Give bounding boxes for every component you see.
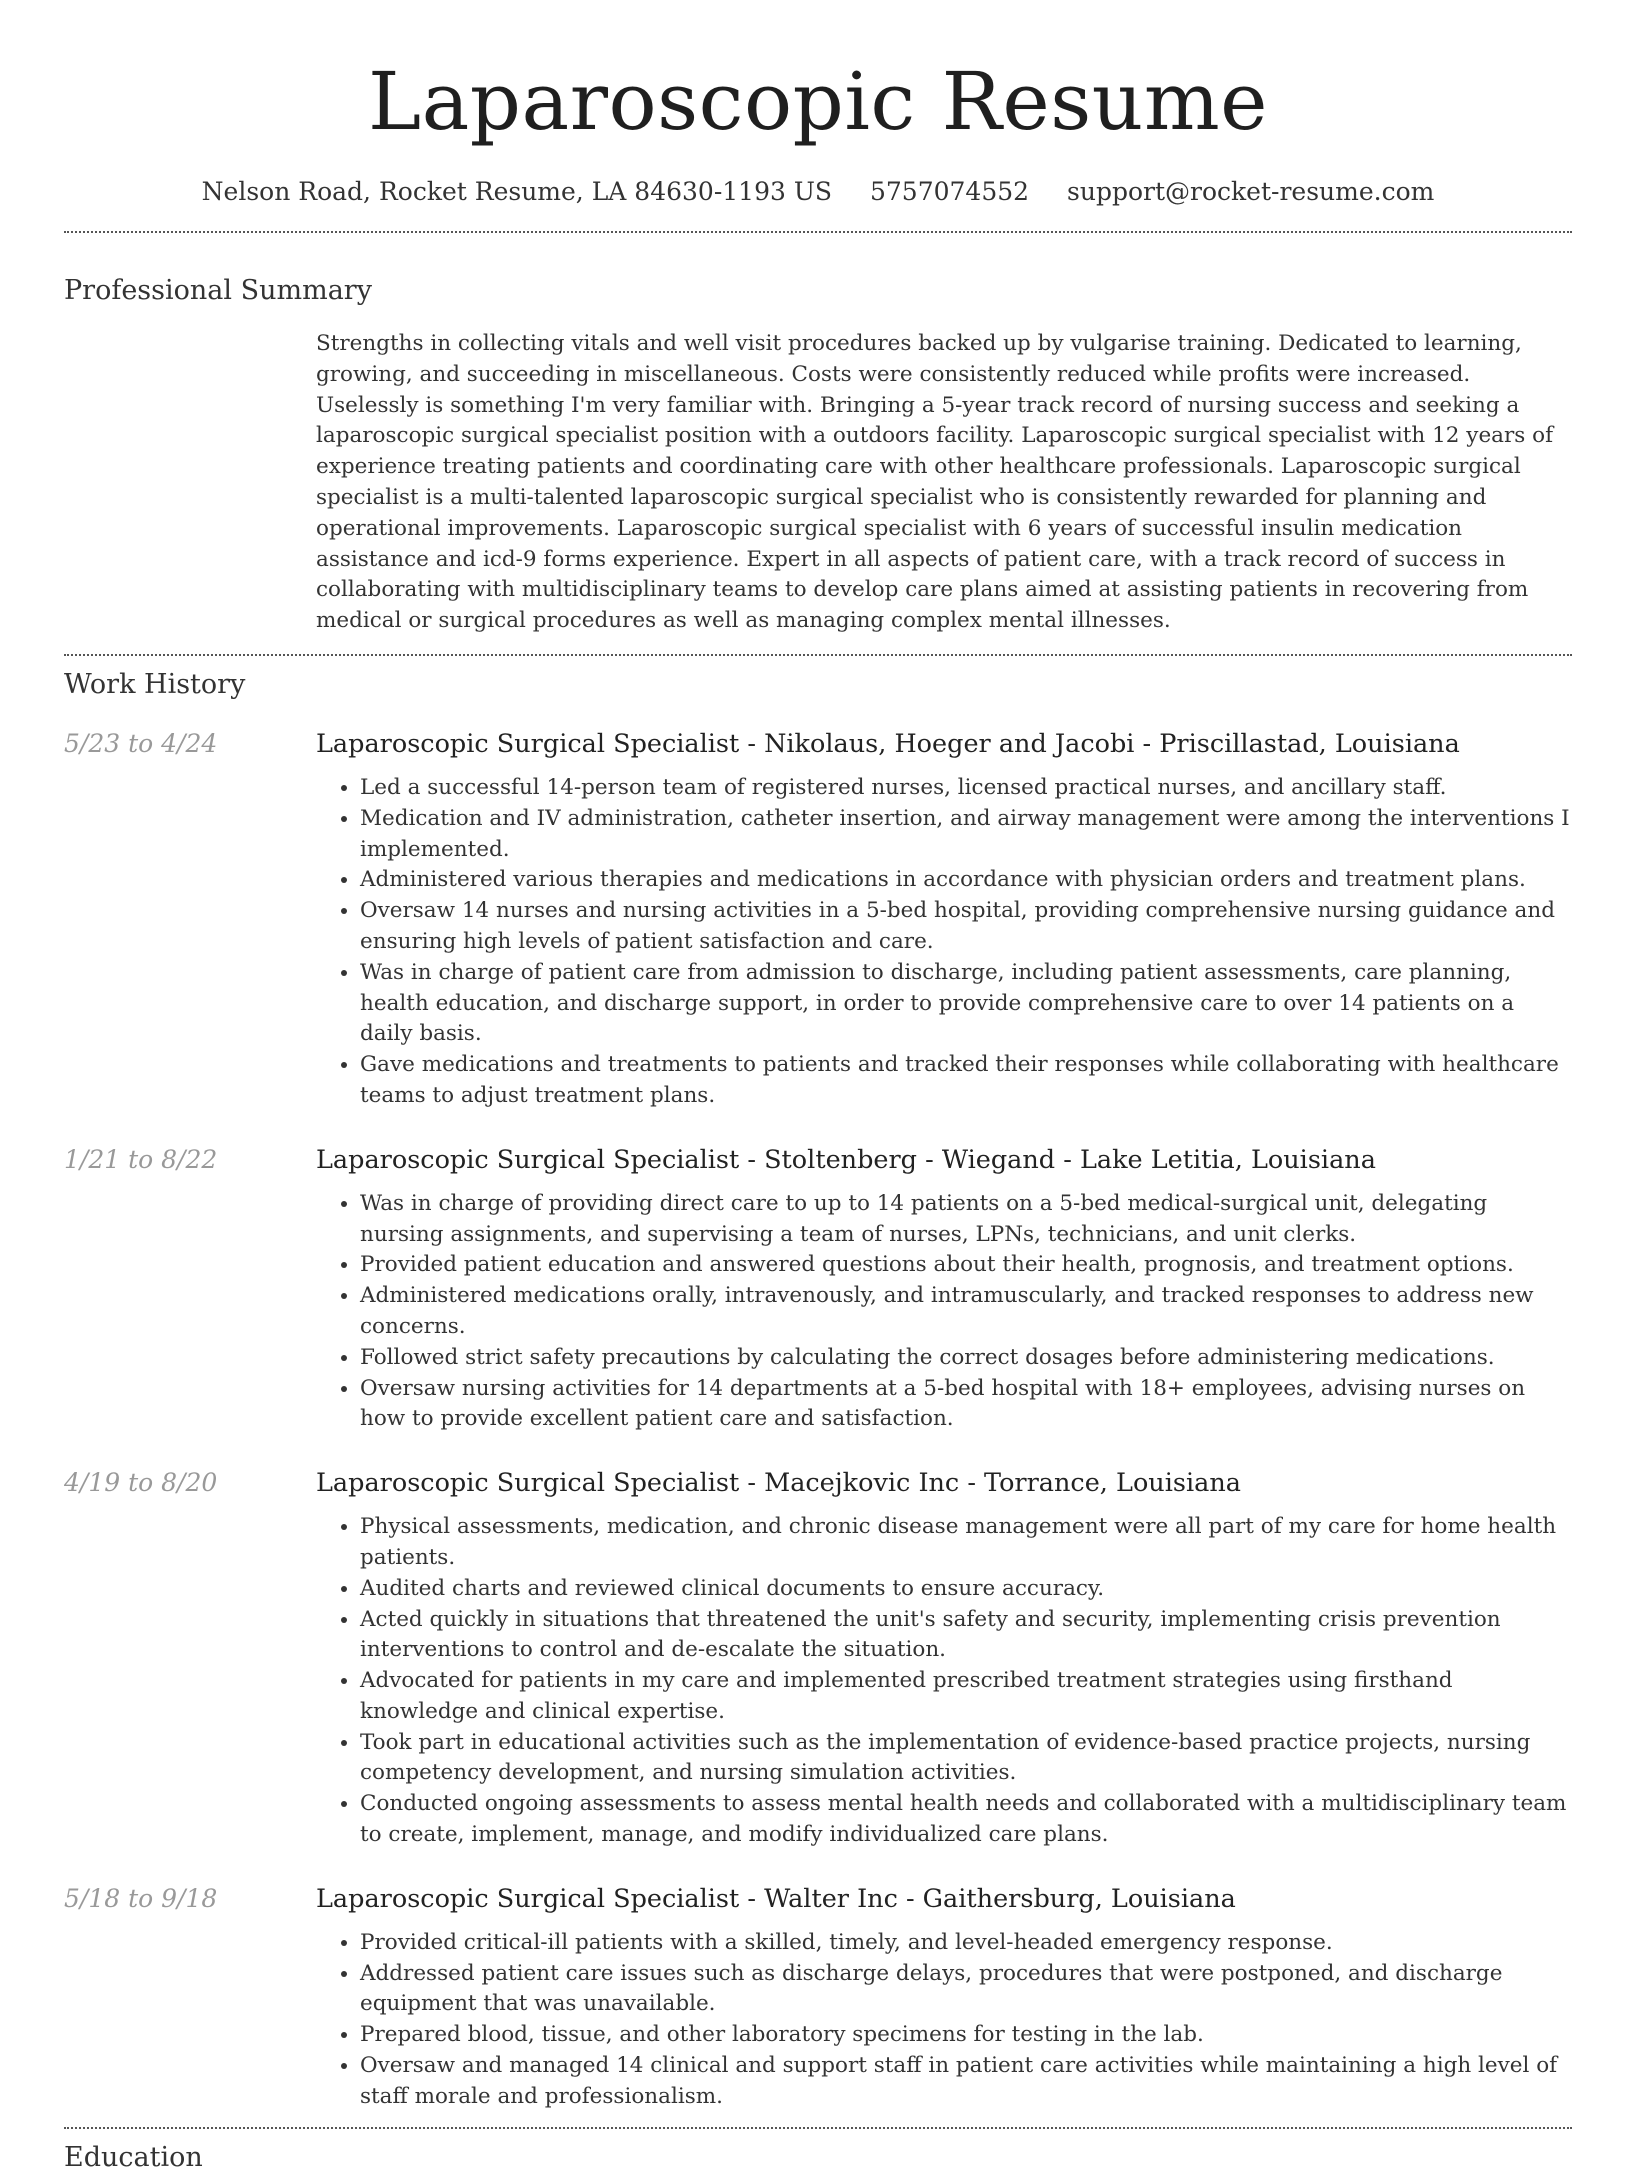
job-bullet: • Followed strict safety precautions by calculating the correct dosages before administering medications. [360, 1343, 1572, 1374]
job-title: Laparoscopic Surgical Specialist - Stoltenberg - Wiegand - Lake Letitia, Louisiana [316, 1144, 1376, 1175]
job-bullet: • Oversaw and managed 14 clinical and support staff in patient care activities while maintaining a high level of staff morale and professionalism. [360, 2051, 1572, 2113]
job-bullet: • Oversaw nursing activities for 14 departments at a 5-bed hospital with 18+ employees, advising nurses on how to provide excellent patient care and satisfaction. [360, 1374, 1572, 1436]
job-bullet: • Audited charts and reviewed clinical documents to ensure accuracy. [360, 1574, 1572, 1605]
job-dates: 1/21 to 8/22 [64, 1144, 218, 1174]
work-history-heading: Work History [64, 668, 246, 700]
job-bullet: • Addressed patient care issues such as discharge delays, procedures that were postponed, and discharge equipment that was unavailable. [360, 1959, 1572, 2021]
job-entry [64, 1882, 1572, 2113]
job-entry [64, 1143, 1572, 1435]
job-body [316, 1466, 1572, 1851]
divider [64, 2127, 1572, 2129]
job-entry [64, 1466, 1572, 1851]
job-entry [64, 727, 1572, 1112]
job-bullet: • Gave medications and treatments to patients and tracked their responses while collaborating with healthcare teams to adjust treatment plans. [360, 1050, 1572, 1112]
divider [64, 654, 1572, 656]
contact-phone: 5757074552 [870, 177, 1030, 206]
job-bullet: • Led a successful 14-person team of registered nurses, licensed practical nurses, and ancillary staff. [360, 773, 1572, 804]
job-bullet: • Physical assessments, medication, and chronic disease management were all part of my care for home health patients. [360, 1512, 1572, 1574]
job-bullet: • Acted quickly in situations that threatened the unit's safety and security, implementing crisis prevention interventions to control and de-escalate the situation. [360, 1605, 1572, 1667]
job-bullets [316, 1512, 1572, 1851]
job-bullet: • Advocated for patients in my care and implemented prescribed treatment strategies using firsthand knowledge and clinical expertise. [360, 1666, 1572, 1728]
job-bullet: • Medication and IV administration, catheter insertion, and airway management were among the interventions I implemented. [360, 804, 1572, 866]
job-bullets [316, 773, 1572, 1112]
professional-summary-heading: Professional Summary [64, 275, 372, 306]
job-bullet: • Provided critical-ill patients with a skilled, timely, and level-headed emergency response. [360, 1928, 1572, 1959]
contact-email: support@rocket-resume.com [1067, 177, 1435, 206]
job-bullet: • Administered various therapies and medications in accordance with physician orders and treatment plans. [360, 865, 1572, 896]
job-dates: 5/18 to 9/18 [64, 1883, 218, 1913]
job-bullet: • Was in charge of providing direct care to up to 14 patients on a 5-bed medical-surgical unit, delegating nursing assignments, and supervising a team of nurses, LPNs, technicians, and unit clerks. [360, 1189, 1572, 1251]
education-heading: Education [64, 2141, 203, 2173]
job-title: Laparoscopic Surgical Specialist - Nikolaus, Hoeger and Jacobi - Priscillastad, Louisiana [316, 728, 1460, 759]
job-title: Laparoscopic Surgical Specialist - Walter Inc - Gaithersburg, Louisiana [316, 1883, 1236, 1914]
job-bullet: • Oversaw 14 nurses and nursing activities in a 5-bed hospital, providing comprehensive nursing guidance and ensuring high levels of patient satisfaction and care. [360, 896, 1572, 958]
job-bullet: • Provided patient education and answered questions about their health, prognosis, and treatment options. [360, 1250, 1572, 1281]
resume-title: Laparoscopic Resume [367, 55, 1269, 148]
job-bullets [316, 1189, 1572, 1435]
job-body [316, 727, 1572, 1112]
job-title: Laparoscopic Surgical Specialist - Macejkovic Inc - Torrance, Louisiana [316, 1468, 1241, 1499]
job-bullet: • Administered medications orally, intravenously, and intramuscularly, and tracked responses to address new concerns. [360, 1281, 1572, 1343]
job-bullet: • Prepared blood, tissue, and other laboratory specimens for testing in the lab. [360, 2020, 1572, 2051]
job-bullet: • Conducted ongoing assessments to assess mental health needs and collaborated with a multidisciplinary team to create, implement, manage, and modify individualized care plans. [360, 1789, 1572, 1851]
job-dates: 5/23 to 4/24 [64, 728, 218, 758]
resume-page [64, 0, 1572, 2175]
job-body [316, 1143, 1572, 1435]
contact-address: Nelson Road, Rocket Resume, LA 84630-1193 US [201, 177, 833, 206]
job-body [316, 1882, 1572, 2113]
job-bullets [316, 1928, 1572, 2113]
job-bullet: • Was in charge of patient care from admission to discharge, including patient assessments, care planning, health education, and discharge support, in order to provide comprehensive care to over 14 patients on a daily basis. [360, 958, 1572, 1050]
contact-line [64, 176, 1572, 208]
job-dates: 4/19 to 8/20 [64, 1468, 218, 1498]
divider [64, 231, 1572, 233]
job-bullet: • Took part in educational activities such as the implementation of evidence-based practice projects, nursing competency development, and nursing simulation activities. [360, 1728, 1572, 1790]
professional-summary-text: Strengths in collecting vitals and well visit procedures backed up by vulgarise training. Dedicated to learning, growing, and succeeding in miscellaneous. Costs were consistently reduced while profits were increased. Uselessly is something I'm very familiar with. Bringing a 5-year track record of nursing success and seeking a laparoscopic surgical specialist position with a outdoors facility. Laparoscopic surgical specialist with 12 years of experience treating patients and coordinating care with other healthcare professionals. Laparoscopic surgical specialist is a multi-talented laparoscopic surgical specialist who is consistently rewarded for planning and operational improvements. Laparoscopic surgical specialist with 6 years of successful insulin medication assistance and icd-9 forms experience. Expert in all aspects of patient care, with a track record of success in collaborating with multidisciplinary teams to develop care plans aimed at assisting patients in recovering from medical or surgical procedures as well as managing complex mental illnesses. [316, 331, 1554, 634]
